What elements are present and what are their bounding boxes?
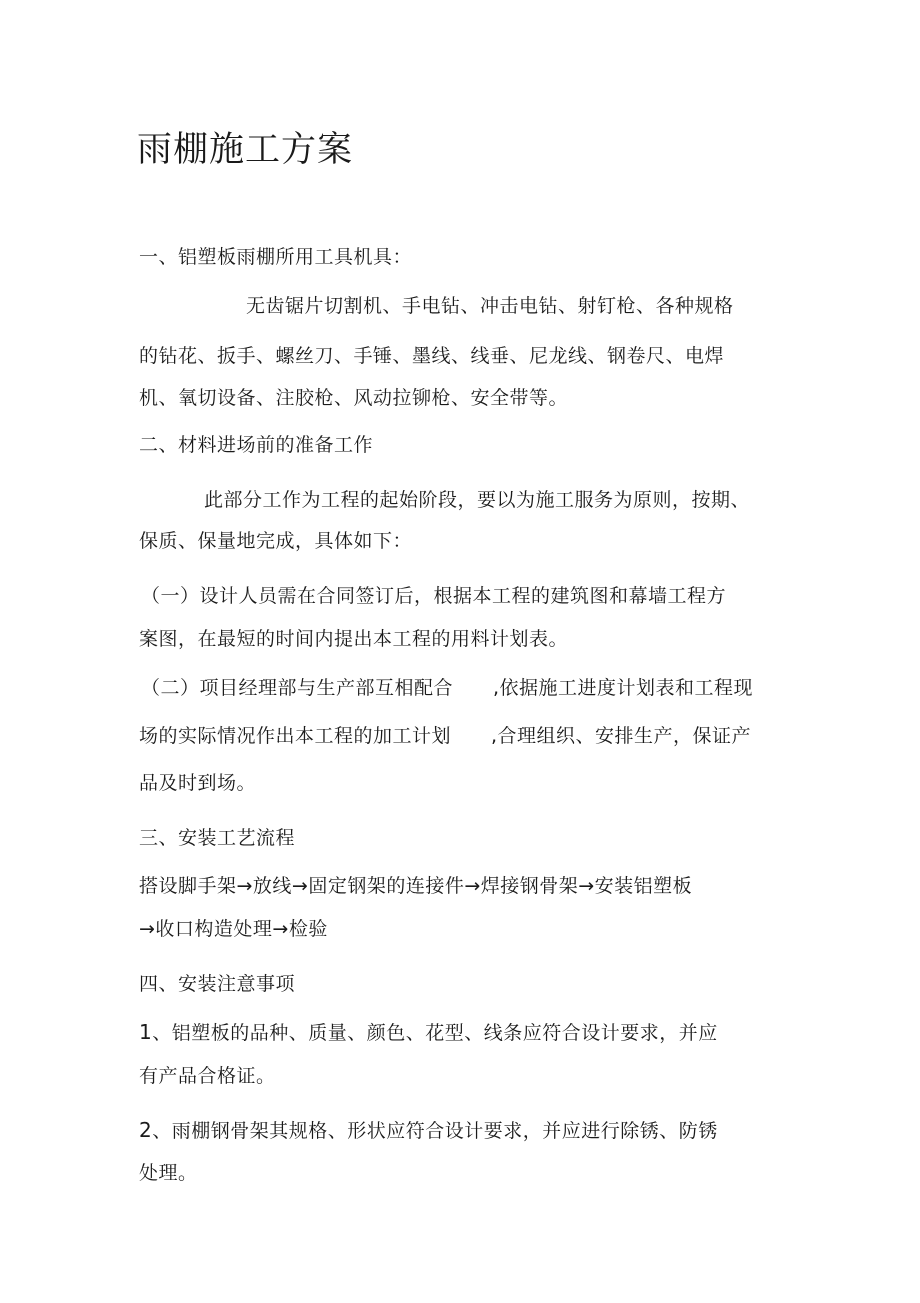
section4-item1-text: 、铝塑板的品种、质量、颜色、花型、线条应符合设计要求，并应 — [152, 1022, 718, 1044]
section4-item1-line-2: 有产品合格证。 — [139, 1065, 276, 1087]
section1-body-line-2: 的钻花、扳手、螺丝刀、手锤、墨线、线垂、尼龙线、钢卷尺、电焊 — [139, 345, 725, 367]
section3-flow-line-2: →收口构造处理→检验 — [139, 918, 328, 940]
section4-item2-line-1 — [139, 1117, 718, 1144]
document-title: 雨棚施工方案 — [137, 130, 354, 170]
section1-heading: 一、铝塑板雨棚所用工具机具： — [139, 246, 413, 268]
section3-flow-line-1: 搭设脚手架→放线→固定钢架的连接件→焊接钢骨架→安装铝塑板 — [139, 875, 693, 897]
section2-item2-line-3: 品及时到场。 — [139, 772, 257, 794]
section2-item2-line-1 — [141, 675, 753, 701]
section3-heading: 三、安装工艺流程 — [139, 827, 296, 849]
section4-item2-line-2: 处理。 — [139, 1162, 198, 1184]
section2-heading: 二、材料进场前的准备工作 — [139, 434, 374, 456]
section2-item2-line-2a: 场的实际情况作出本工程的加工计划 — [139, 725, 452, 747]
section4-item2-text: 、雨棚钢骨架其规格、形状应符合设计要求，并应进行除锈、防锈 — [152, 1120, 718, 1142]
section2-intro-line-1: 此部分工作为工程的起始阶段，要以为施工服务为原则，按期、 — [204, 489, 751, 511]
section4-heading: 四、安装注意事项 — [139, 973, 296, 995]
section2-item2-line-1b: ,依据施工进度计划表和工程现 — [493, 677, 754, 699]
section1-body-line-1: 无齿锯片切割机、手电钻、冲击电钻、射钉枪、各种规格 — [246, 295, 734, 317]
section4-item1-number: 1 — [139, 1020, 153, 1044]
section2-item2-line-1a: （二）项目经理部与生产部互相配合 — [141, 677, 454, 699]
section2-item2-line-2 — [139, 723, 751, 749]
section1-body-line-3: 机、氧切设备、注胶枪、风动拉铆枪、安全带等。 — [139, 387, 569, 409]
section4-item1-line-1 — [139, 1019, 718, 1046]
section4-item2-number: 2 — [139, 1118, 153, 1142]
section2-intro-line-2: 保质、保量地完成，具体如下： — [139, 530, 413, 552]
section2-item1-line-1: （一）设计人员需在合同签订后，根据本工程的建筑图和幕墙工程方 — [141, 585, 727, 607]
section2-item1-line-2: 案图，在最短的时间内提出本工程的用料计划表。 — [139, 628, 569, 650]
section2-item2-line-2b: ,合理组织、安排生产，保证产 — [491, 725, 752, 747]
